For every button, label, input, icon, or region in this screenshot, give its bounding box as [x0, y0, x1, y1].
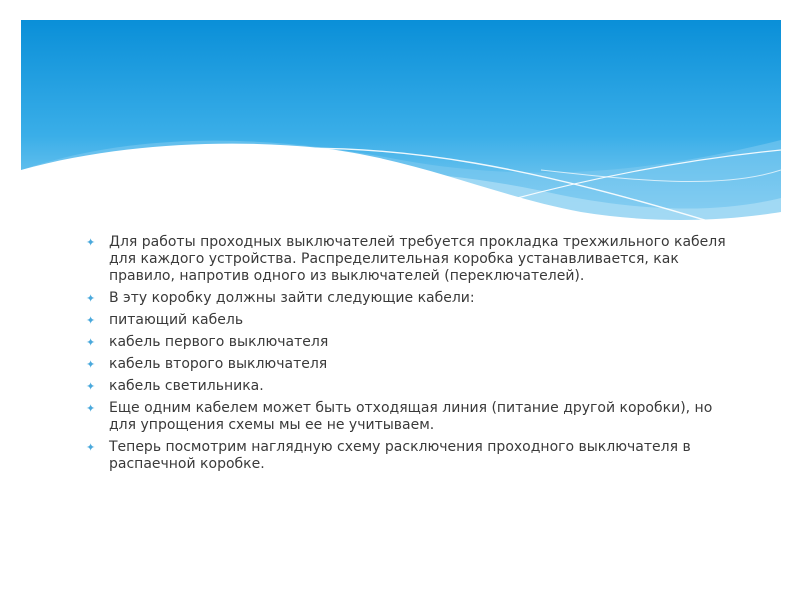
four-point-star-icon: ✦	[86, 380, 96, 393]
list-item	[86, 290, 726, 307]
list-item	[86, 439, 726, 473]
header-wave-banner	[21, 20, 781, 230]
four-point-star-icon: ✦	[86, 314, 96, 327]
list-item-text: питающий кабель	[109, 312, 244, 328]
list-item-text: кабель второго выключателя	[109, 356, 328, 372]
four-point-star-icon: ✦	[86, 336, 96, 349]
list-item	[86, 312, 726, 329]
list-item-text: В эту коробку должны зайти следующие кабели:	[109, 290, 475, 306]
list-item-text: Еще одним кабелем может быть отходящая линия (питание другой коробки), но для упрощения схемы мы ее не учитываем.	[109, 400, 713, 433]
list-item-text: Для работы проходных выключателей требуется прокладка трехжильного кабеля для каждого устройства. Распределительная коробка устанавливается, как правило, напротив одного из выключателей (переключателей).	[109, 234, 726, 284]
list-item	[86, 400, 726, 434]
list-item-text: Теперь посмотрим наглядную схему расключения проходного выключателя в распаечной коробке.	[109, 439, 691, 472]
list-item	[86, 334, 726, 351]
wave-graphic	[21, 20, 781, 230]
four-point-star-icon: ✦	[86, 358, 96, 371]
list-item	[86, 234, 726, 285]
four-point-star-icon: ✦	[86, 236, 96, 249]
four-point-star-icon: ✦	[86, 441, 96, 454]
slide-body	[86, 234, 726, 478]
four-point-star-icon: ✦	[86, 402, 96, 415]
list-item	[86, 356, 726, 373]
list-item-text: кабель светильника.	[109, 378, 264, 394]
list-item-text: кабель первого выключателя	[109, 334, 329, 350]
bullet-list	[86, 234, 726, 473]
list-item	[86, 378, 726, 395]
four-point-star-icon: ✦	[86, 292, 96, 305]
